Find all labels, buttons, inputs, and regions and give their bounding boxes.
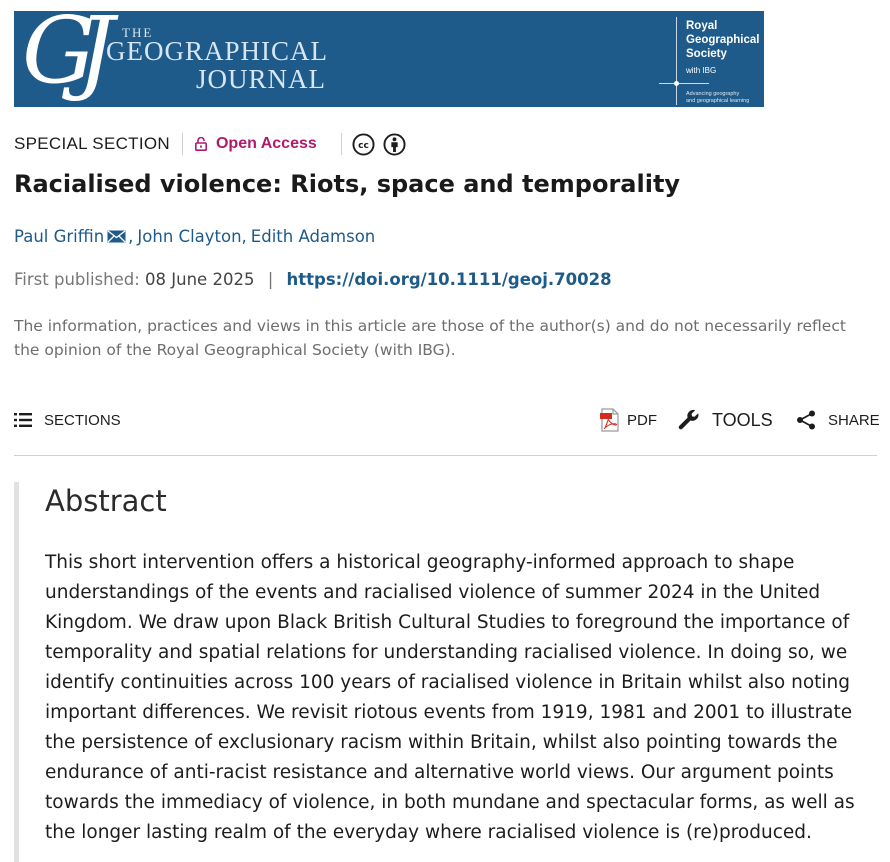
- author-list: [14, 227, 375, 246]
- author-separator: ,: [128, 227, 134, 246]
- share-button[interactable]: [796, 405, 880, 435]
- article-title: Racialised violence: Riots, space and temporality: [14, 170, 681, 198]
- meta-divider: [182, 133, 183, 155]
- pdf-file-icon: [600, 408, 620, 432]
- wrench-icon: [677, 408, 701, 432]
- publication-info: [14, 270, 612, 289]
- tools-button[interactable]: [677, 405, 773, 435]
- journal-banner[interactable]: [14, 11, 764, 107]
- journal-name: [106, 37, 328, 93]
- publication-separator: |: [267, 270, 274, 289]
- svg-text:cc: cc: [357, 140, 369, 151]
- article-meta-row: [14, 131, 414, 157]
- share-icon: [796, 410, 816, 430]
- author-link[interactable]: Paul Griffin: [14, 227, 105, 246]
- author-separator: ,: [241, 227, 247, 246]
- society-logo-horizontal-line: [659, 83, 709, 84]
- journal-name-line1: GEOGRAPHICAL: [106, 36, 329, 66]
- society-logo: [659, 17, 763, 103]
- first-published-date: 08 June 2025: [145, 270, 255, 289]
- list-icon: [14, 412, 32, 428]
- pdf-button[interactable]: [600, 405, 657, 435]
- by-attribution-icon[interactable]: [383, 133, 406, 156]
- abstract-heading: Abstract: [45, 484, 167, 518]
- sections-button[interactable]: [14, 405, 121, 435]
- abstract-body: This short intervention offers a historical geography-informed approach to shape understandings of the events and racialised violence of summer 2024 in the United Kingdom. We draw upon Black British Cultural Studies to foreground the importance of temporality and spatial relations for understanding racialised violence. In doing so, we identify continuities across 100 years of racialised violence in Britain whilst also noting important differences. We revisit riotous events from 1919, 1981 and 2001 to illustrate the persistence of exclusionary racism within Britain, whilst also pointing towards the endurance of anti-racist resistance and alternative world views. Our argument points towards the immediacy of violence, in both mundane and spectacular forms, as well as the longer lasting realm of the everyday where racialised violence is (re)produced.: [45, 552, 855, 843]
- abstract-accent-bar: [14, 482, 19, 862]
- pdf-label: PDF: [627, 411, 657, 429]
- author-link[interactable]: Edith Adamson: [250, 227, 376, 246]
- journal-logo-mark: GJ: [22, 11, 97, 104]
- envelope-icon[interactable]: [107, 230, 126, 243]
- doi-link[interactable]: https://doi.org/10.1111/geoj.70028: [286, 270, 612, 289]
- sections-label: SECTIONS: [44, 411, 121, 429]
- section-type-label: SPECIAL SECTION: [14, 134, 170, 153]
- meta-divider: [341, 133, 342, 155]
- open-access-label[interactable]: Open Access: [215, 135, 317, 152]
- share-label: SHARE: [828, 411, 880, 429]
- journal-name-prefix: THE: [122, 25, 154, 40]
- society-logo-vertical-line: [676, 17, 677, 105]
- society-name: Royal Geographical Society: [686, 20, 760, 60]
- open-lock-icon: [195, 137, 207, 151]
- journal-name-line2: JOURNAL: [196, 64, 327, 94]
- tools-label: TOOLS: [712, 409, 773, 430]
- cc-icon[interactable]: [352, 133, 375, 156]
- society-tagline: Advancing geography and geographical learning: [686, 91, 750, 104]
- article-toolbar: [14, 405, 880, 435]
- author-link[interactable]: John Clayton: [137, 227, 242, 246]
- society-logo-dot: [674, 81, 679, 86]
- disclaimer-text: The information, practices and views in this article are those of the author(s) and do not necessarily reflect the opinion of the Royal Geographical Society (with IBG).: [14, 317, 846, 359]
- first-published-label: First published:: [14, 270, 140, 289]
- society-with-ibg: with IBG: [686, 66, 717, 75]
- toolbar-divider: [14, 455, 877, 456]
